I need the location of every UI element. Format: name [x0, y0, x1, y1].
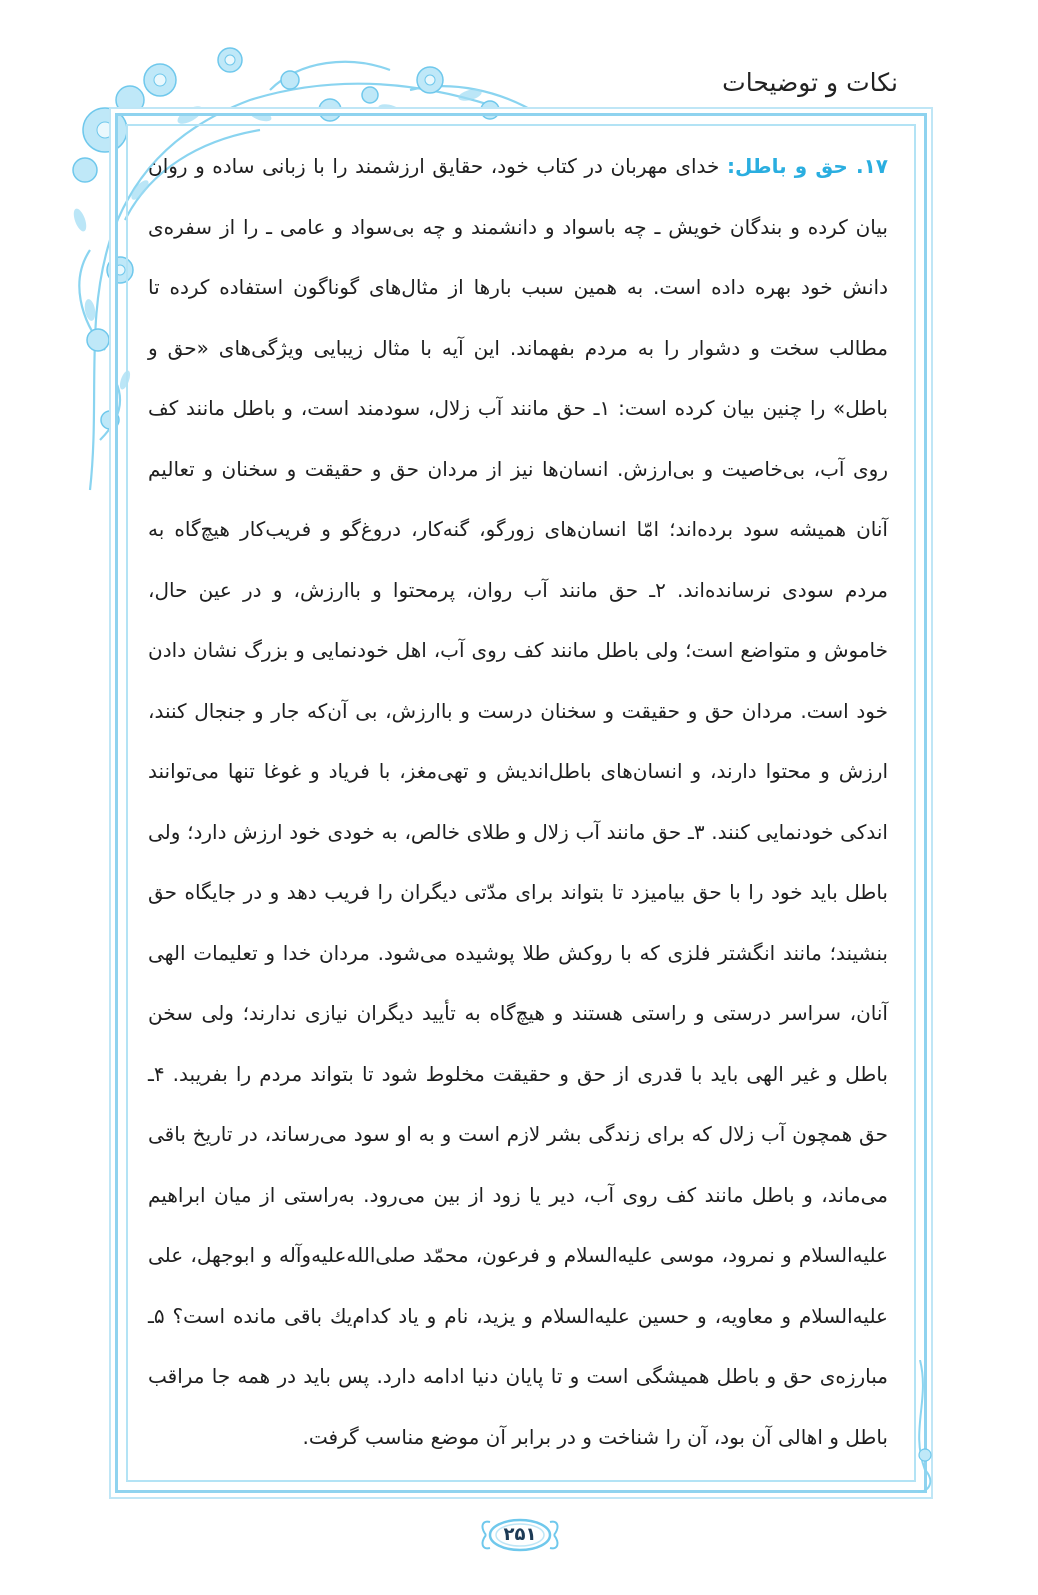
page-number: ۲۵۱ — [503, 1524, 537, 1545]
note-paragraph — [148, 136, 888, 1467]
page-number-badge — [480, 1512, 560, 1558]
note-text — [148, 136, 888, 1476]
note-body: خدای مهربان در کتاب خود، حقایق ارزشمند را با زبانی ساده و روان بیان کرده و بندگان خویش ـ چه باسواد و دانشمند و چه بی‌سواد و عامی ـ را از سفره‌ی دانش خود بهره داده است. به همین سبب بارها از مثال‌های گوناگون استفاده کرده تا مطالب سخت و دشوار را به مردم بفهماند. این آیه با مثال زیبایی ویژگی‌های «حق و باطل» را چنین بیان کرده است: ۱ـ حق مانند آب زلال، سودمند است، و باطل مانند کف روی آب، بی‌خاصیت و بی‌ارزش. انسان‌ها نیز از مردان حق و حقیقت و سخنان و تعالیم آنان همیشه سود برده‌اند؛ امّا انسان‌های زورگو، گنه‌کار، دروغ‌گو و فریب‌کار هیچ‌گاه به مردم سودی نرسانده‌اند. ۲ـ حق مانند آب روان، پرمحتوا و باارزش، و در عین حال، خاموش و متواضع است؛ ولی باطل مانند کف روی آب، اهل خودنمایی و بزرگ نشان دادن خود است. مردان حق و حقیقت و سخنان درست و باارزش، بی آن‌که جار و جنجال کنند، ارزش و محتوا دارند، و انسان‌های باطل‌اندیش و تهی‌مغز، با فریاد و غوغا تنها می‌توانند اندکی خودنمایی کنند. ۳ـ حق مانند آب زلال و طلای خالص، به خودی خود ارزش دارد؛ ولی باطل باید خود را با حق بیامیزد تا بتواند برای مدّتی دیگران را فریب دهد و در جایگاه حق بنشیند؛ مانند انگشتر فلزی که با روکش طلا پوشیده می‌شود. مردان خدا و تعلیمات الهی آنان، سراسر درستی و راستی هستند و هیچ‌گاه به تأیید دیگران نیازی ندارند؛ ولی سخن باطل و غیر الهی باید با قدری از حق و حقیقت مخلوط شود تا بتواند مردم را بفریبد. ۴ـ حق همچون آب زلال که برای زندگی بشر لازم است و به او سود می‌رساند، در تاریخ باقی می‌ماند، و باطل مانند کف روی آب، دیر یا زود از بین می‌رود. به‌راستی از میان ابراهیم علیه‌السلام و نمرود، موسی علیه‌السلام و فرعون، محمّد صلی‌الله‌علیه‌وآله و ابوجهل، علی علیه‌السلام و معاویه، و حسین علیه‌السلام و یزید، نام و یاد کدام‌یك باقی مانده است؟ ۵ـ مبارزه‌ی حق و باطل همیشگی است و تا پایان دنیا ادامه دارد. پس باید در همه جا مراقب باطل و اهالی آن بود، آن را شناخت و در برابر آن موضع مناسب گرفت. — [148, 154, 888, 1449]
section-title: نکات و توضیحات — [722, 68, 898, 97]
note-heading: ۱۷. حق و باطل: — [726, 154, 888, 178]
corner-ornament — [890, 1360, 950, 1500]
